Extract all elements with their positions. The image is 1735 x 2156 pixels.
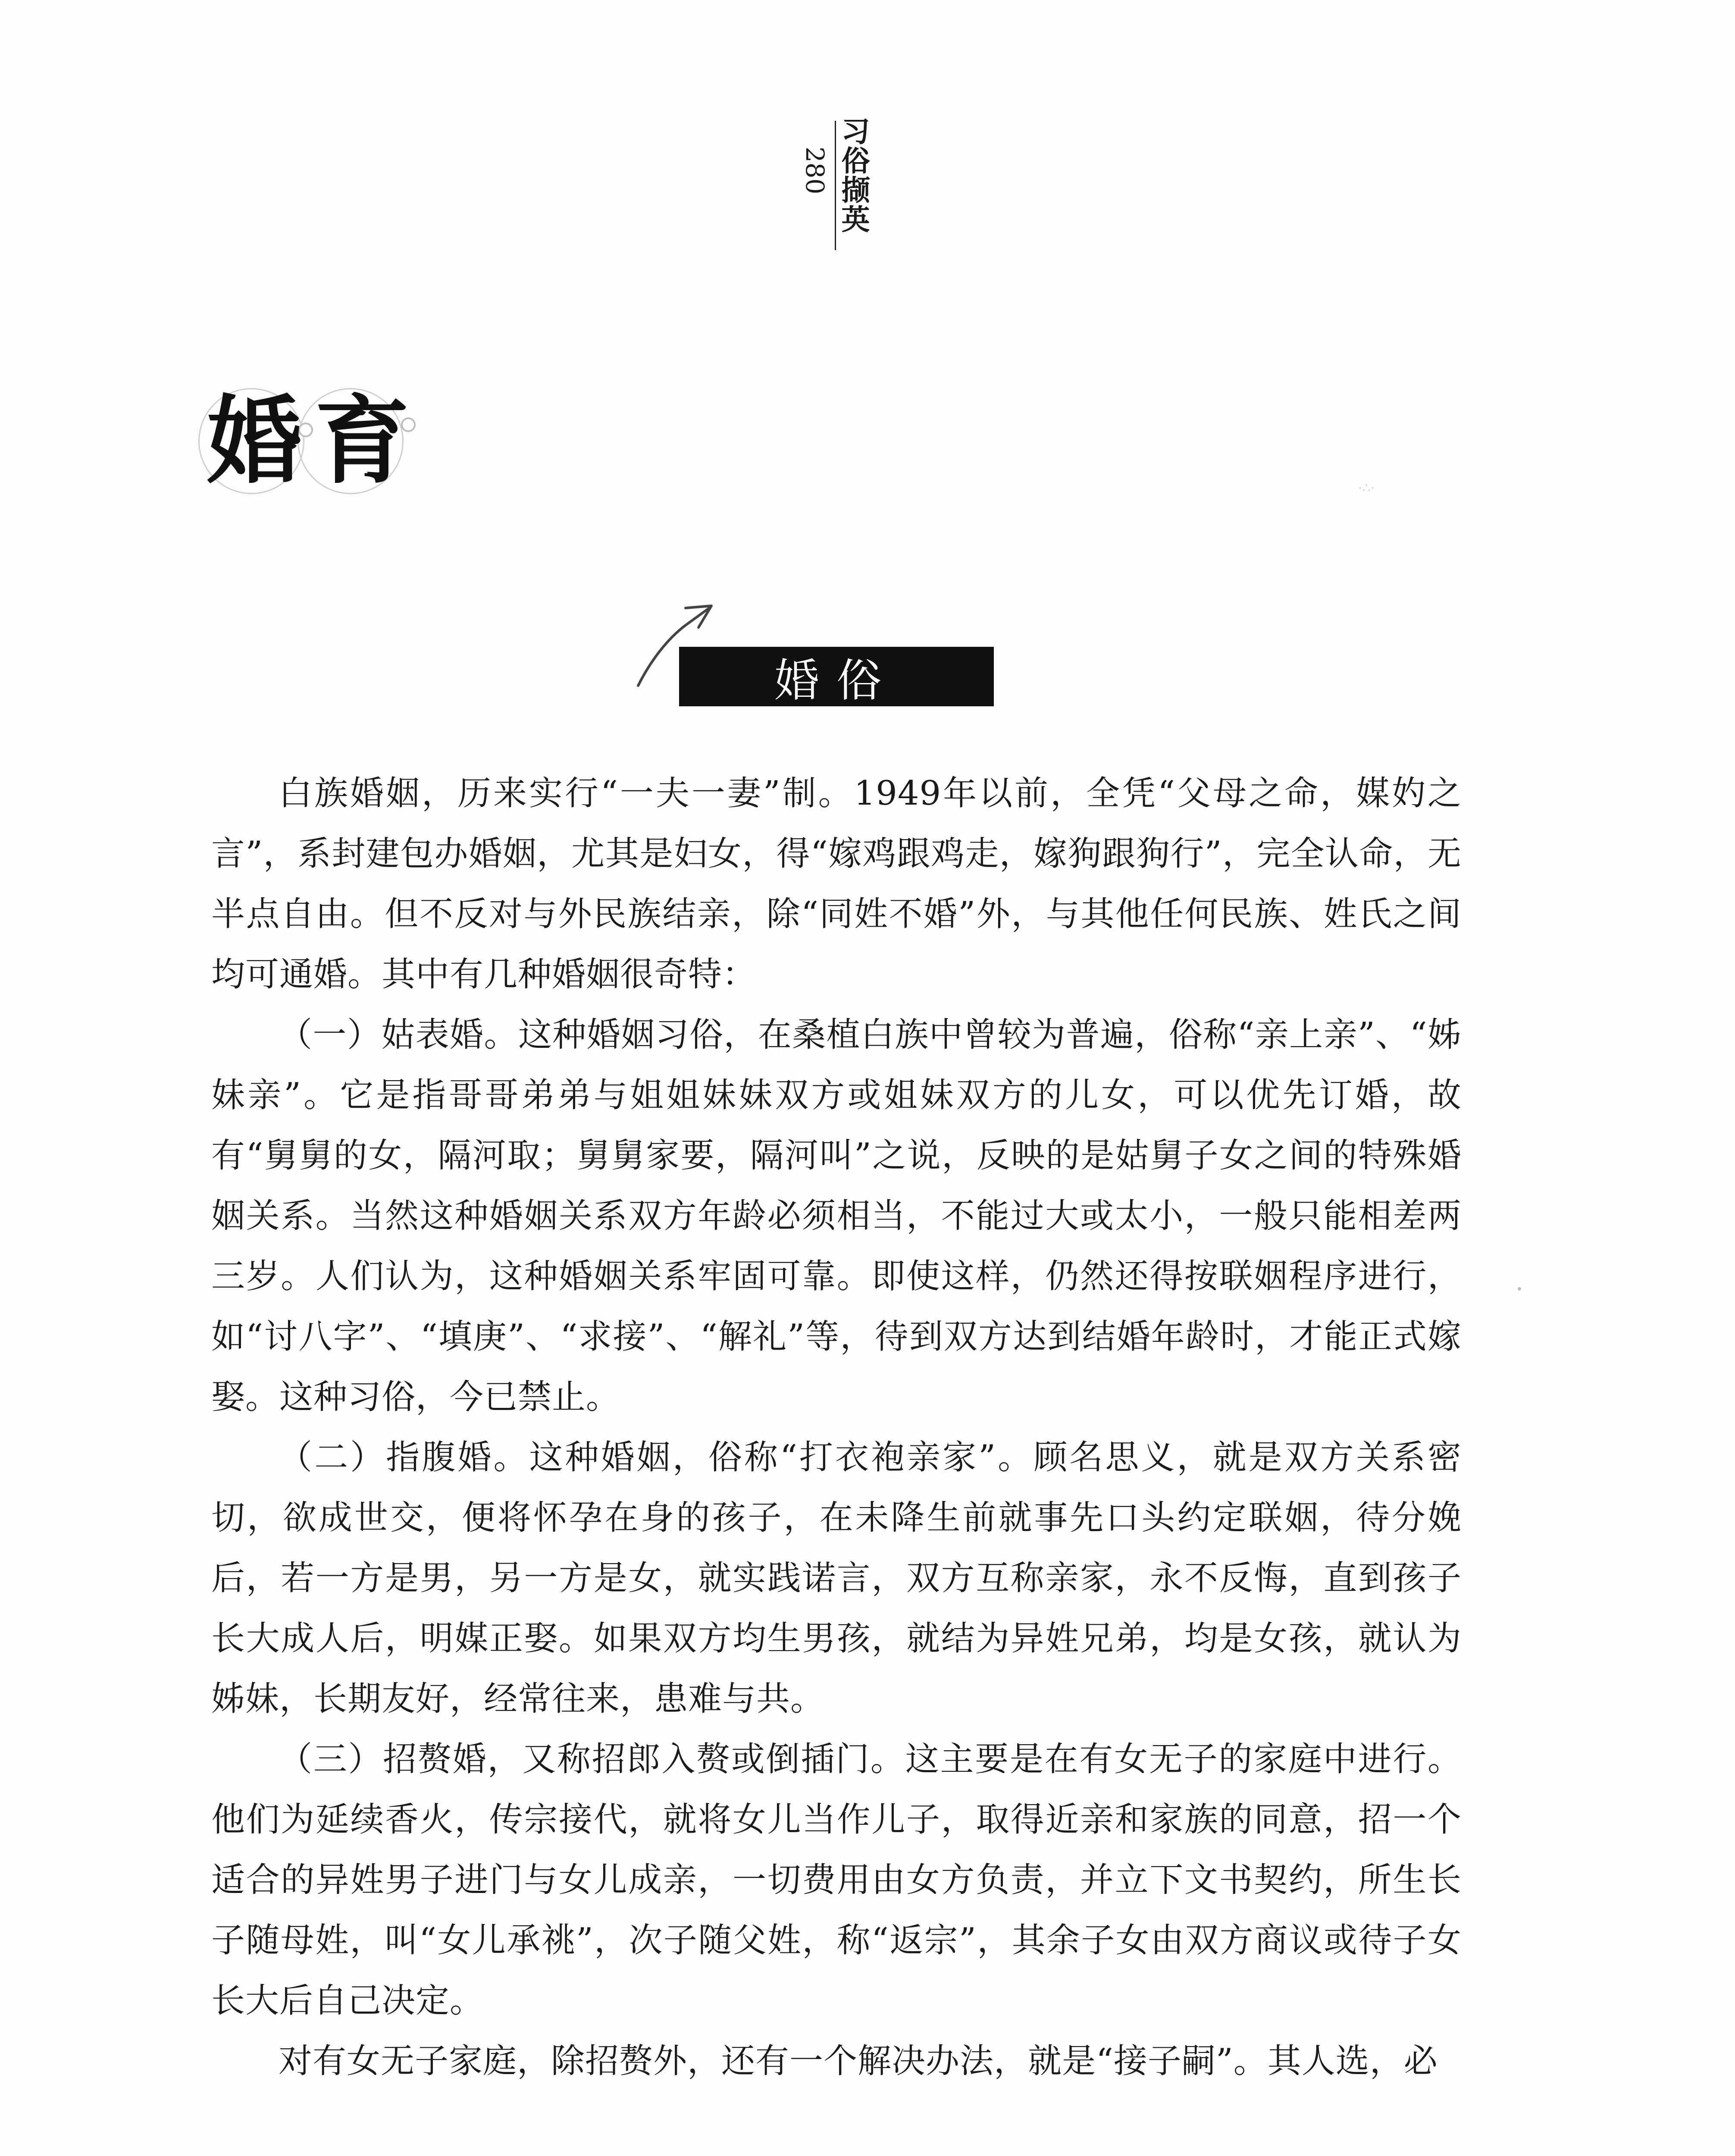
header-rule (835, 121, 836, 250)
paragraph-womb-betrothal: （二）指腹婚。这种婚姻，俗称“打衣袍亲家”。顾名思义，就是双方关系密切，欲成世交，便将怀孕在身的孩子，在未降生前就事先口头约定联姻，待分娩后，若一方是男，另一方是女，就实践诺言，双方互称亲家，永不反悔，直到孩子长大成人后，明媒正娶。如果双方均生男孩，就结为异姓兄弟，均是女孩，就认为姊妹，长期友好，经常往来，患难与共。 (211, 1438, 1462, 1718)
paragraph-intro: 白族婚姻，历来实行“一夫一妻”制。1949年以前，全凭“父母之命，媒妁之言”，系封建包办婚姻，尤其是妇女，得“嫁鸡跟鸡走，嫁狗跟狗行”，完全认命，无半点自由。但不反对与外民族结亲，除“同姓不婚”外，与其他任何民族、姓氏之间均可通婚。其中有几种婚姻很奇特： (211, 774, 1462, 994)
faint-dot (1518, 1287, 1521, 1291)
faint-mark: ·∴· (1358, 481, 1375, 496)
section-banner: 婚俗 (679, 647, 994, 706)
paragraph-cousin-marriage: （一）姑表婚。这种婚姻习俗，在桑植白族中曾较为普遍，俗称“亲上亲”、“姊妹亲”。它是指哥哥弟弟与姐姐妹妹双方或姐妹双方的儿女，可以优先订婚，故有“舅舅的女，隔河取；舅舅家要，隔河叫”之说，反映的是姑舅子女之间的特殊婚姻关系。当然这种婚姻关系双方年龄必须相当，不能过大或太小，一般只能相差两三岁。人们认为，这种婚姻关系牢固可靠。即使这样，仍然还得按联姻程序进行，如“讨八字”、“填庚”、“求接”、“解礼”等，待到双方达到结婚年龄时，才能正式嫁娶。这种习俗，今已禁止。 (211, 1015, 1462, 1416)
chapter-heading (190, 379, 431, 509)
paragraph-uxorilocal-marriage: （三）招赘婚，又称招郎入赘或倒插门。这主要是在有女无子的家庭中进行。他们为延续香火，传宗接代，就将女儿当作儿子，取得近亲和家族的同意，招一个适合的异姓男子进门与女儿成亲，一切费用由女方负责，并立下文书契约，所生长子随母姓，叫“女儿承祧”，次子随父姓，称“返宗”，其余子女由双方商议或待子女长大后自己决定。 (211, 1740, 1462, 2020)
running-header (799, 116, 880, 259)
paragraph-adoption: 对有女无子家庭，除招赘外，还有一个解决办法，就是“接子嗣”。其人选，必 (279, 2042, 1438, 2081)
chapter-title: 婚育 (207, 385, 423, 496)
body-text (211, 763, 1462, 2091)
page-number: 280 (800, 147, 830, 194)
running-title: 习俗撷英 (836, 116, 870, 234)
